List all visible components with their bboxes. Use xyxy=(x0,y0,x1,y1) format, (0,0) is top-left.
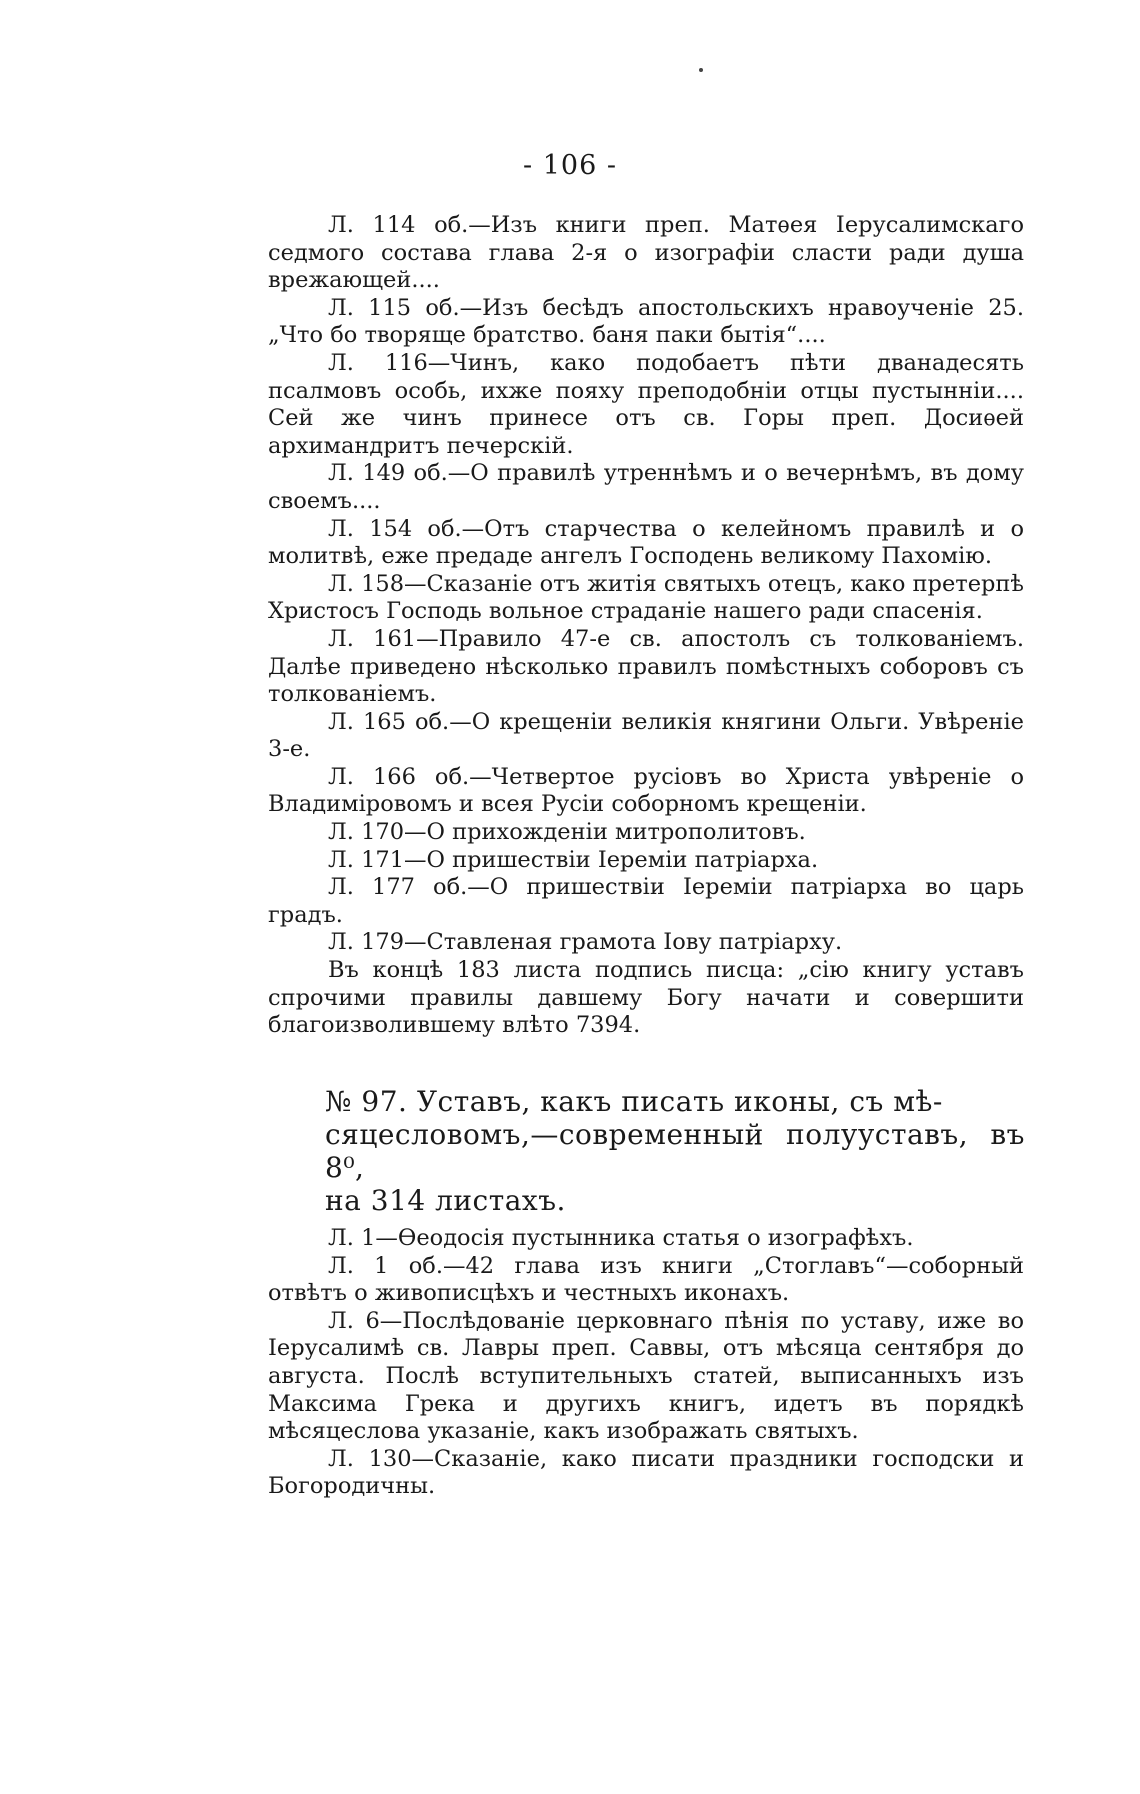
page-number: - 106 - xyxy=(523,150,617,181)
entry-l154: Л. 154 об.—Отъ старчества о келейномъ правилѣ и о молитвѣ, еже предаде ангелъ Господень великому Пахомію. xyxy=(268,515,1024,570)
entry-l161: Л. 161—Правило 47-е св. апостолъ съ толкованіемъ. Далѣе приведено нѣсколько правилъ помѣстныхъ соборовъ съ толкованіемъ. xyxy=(268,625,1024,708)
entry-l166: Л. 166 об.—Четвертое русіовъ во Христа увѣреніе о Владиміровомъ и всея Русіи соборномъ крещеніи. xyxy=(268,763,1024,818)
entry-l115: Л. 115 об.—Изъ бесѣдъ апостольскихъ нравоученіе 25. „Что бо творяще братство. баня паки бытія“.... xyxy=(268,294,1024,349)
entry-l1: Л. 1—Ѳеодосія пустынника статья о изографѣхъ. xyxy=(328,1225,914,1251)
entry-l149: Л. 149 об.—О правилѣ утреннѣмъ и о вечернѣмъ, въ дому своемъ.... xyxy=(268,460,1024,514)
entry-l170: Л. 170—О прихожденіи митрополитовъ. xyxy=(328,819,806,846)
entries-section-a xyxy=(268,212,1024,1040)
entries-section-b xyxy=(268,1225,1024,1501)
entry-l116: Л. 116—Чинъ, како подобаетъ пѣти дванадесять псалмовъ особь, ихже пояху преподобніи отцы пустынніи.... Сей же чинъ принесе отъ св. Горы преп. Досиѳей архимандритъ печерскій. xyxy=(268,349,1024,459)
entry-scribe-note: Въ концѣ 183 листа подпись писца: „сію книгу уставъ спрочими правилы давшему Богу начати и совершити благоизволившему влѣто 7394. xyxy=(268,957,1024,1039)
entry-l6: Л. 6—Послѣдованіе церковнаго пѣнія по уставу, иже во Іерусалимѣ св. Лавры преп. Саввы, отъ мѣсяца сентября до августа. Послѣ вступительныхъ статей, выписанныхъ изъ Максима Грека и другихъ книгъ, идетъ въ порядкѣ мѣсяцеслова указаніе, какъ изображать святыхъ. xyxy=(268,1307,1024,1445)
heading-line-1: № 97. Уставъ, какъ писать иконы, съ мѣ- xyxy=(325,1085,943,1118)
entry-l1-ob: Л. 1 об.—42 глава изъ книги „Стоглавъ“—соборный отвѣтъ о живописцѣхъ и честныхъ иконахъ. xyxy=(268,1252,1024,1307)
entry-l130: Л. 130—Сказаніе, како писати праздники господски и Богородичны. xyxy=(268,1445,1024,1500)
scan-speck xyxy=(699,68,703,72)
entry-l165: Л. 165 об.—О крещеніи великія княгини Ольги. Увѣреніе 3-е. xyxy=(268,708,1024,763)
manuscript-heading xyxy=(325,1085,1025,1217)
entry-l179: Л. 179—Ставленая грамота Іову патріарху. xyxy=(328,929,843,956)
entry-l158: Л. 158—Сказаніе отъ житія святыхъ отецъ, како претерпѣ Христосъ Господь вольное страданіе нашего ради спасенія. xyxy=(268,570,1024,625)
entry-l114: Л. 114 об.—Изъ книги преп. Матѳея Іерусалимскаго седмого состава глава 2-я о изографіи сласти ради душа врежающей.... xyxy=(268,212,1024,294)
entry-l177: Л. 177 об.—О пришествіи Іереміи патріарха во царь градъ. xyxy=(268,874,1024,928)
entry-l171: Л. 171—О пришествіи Іереміи патріарха. xyxy=(328,846,819,873)
heading-line-3: на 314 листахъ. xyxy=(325,1184,566,1217)
heading-line-2: сяцесловомъ,—современный полууставъ, въ 8⁰, xyxy=(325,1118,1025,1184)
